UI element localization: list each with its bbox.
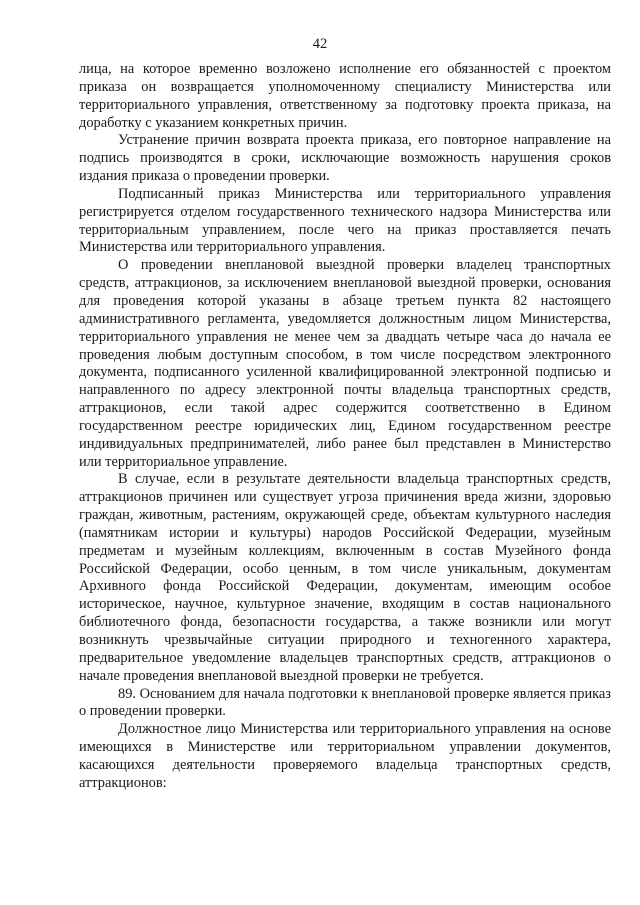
- document-body: [79, 61, 611, 793]
- page-number: 42: [312, 36, 328, 52]
- paragraph-official-duties: Должностное лицо Министерства или территориального управления на основе имеющихся в Министерстве или территориальном управлении документов, касающихся деятельности проверяемого владельца транспортных средств, аттракционов:: [79, 721, 611, 791]
- paragraph-notification: О проведении внеплановой выездной проверки владелец транспортных средств, аттракционов, за исключением внеплановой выездной проверки, основания для проведения которой указаны в абзаце третьем пункта 82 настоящего административного регламента, уведомляется должностным лицом Министерства, территориального управления не менее чем за двадцать четыре часа до начала ее проведения любым доступным способом, в том числе посредством электронного документа, подписанного усиленной квалифицированной электронной подписью и направленного по адресу электронной почты владельца транспортных средств, аттракционов, если такой адрес содержится соответственно в Едином государственном реестре юридических лиц, Едином государственном реестре индивидуальных предпринимателей, либо ранее был представлен в Министерство или территориальное управление.: [79, 257, 611, 470]
- paragraph-continuation: лица, на которое временно возложено исполнение его обязанностей с проектом приказа он возвращается уполномоченному специалисту Министерства или территориального управления, ответственному за подготовку проекта приказа, на доработку с указанием конкретных причин.: [79, 61, 611, 131]
- paragraph-resubmission: Устранение причин возврата проекта приказа, его повторное направление на подпись производятся в сроки, исключающие возможность нарушения сроков издания приказа о проведении проверки.: [79, 132, 611, 185]
- paragraph-exception: В случае, если в результате деятельности владельца транспортных средств, аттракционов причинен или существует угроза причинения вреда жизни, здоровью граждан, животным, растениям, окружающей среде, объектам культурного наследия (памятникам истории и культуры) народов Российской Федерации, музейным предметам и музейным коллекциям, включенным в состав Музейного фонда Российской Федерации, особо ценным, в том числе уникальным, документам Архивного фонда Российской Федерации, документам, имеющим особое историческое, научное, культурное значение, входящим в состав национального библиотечного фонда, безопасности государства, а также возникли или могут возникнуть чрезвычайные ситуации природного и техногенного характера, предварительное уведомление владельцев транспортных средств, аттракционов о начале проведения внеплановой выездной проверки не требуется.: [79, 471, 611, 684]
- paragraph-item-89: 89. Основанием для начала подготовки к внеплановой проверке является приказ о проведении проверки.: [79, 685, 611, 720]
- paragraph-registration: Подписанный приказ Министерства или территориального управления регистрируется отделом государственного технического надзора Министерства или территориальным управлением, после чего на приказ проставляется печать Министерства или территориального управления.: [79, 185, 611, 256]
